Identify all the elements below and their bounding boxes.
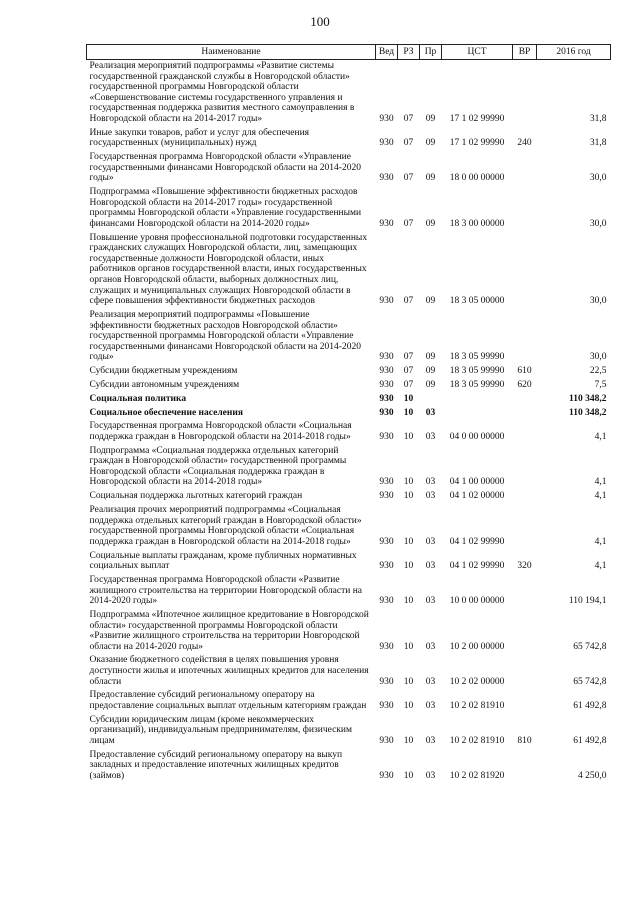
row-ved: 930	[379, 138, 394, 149]
row-rz: 10	[403, 770, 414, 781]
row-amount: 22,5	[589, 366, 607, 377]
row-name: Подпрограмма «Ипотечное жилищное кредитование в Новгородской области» государственной программы Новгородской области «Развитие жилищного строительства на территории Новгородской области на 2014-2020 годы»	[89, 609, 369, 652]
row-name: Государственная программа Новгородской области «Управление государственными финансами Новгородской области на 2014-2020 годы»	[89, 152, 361, 184]
table-row	[87, 60, 611, 127]
row-vr	[513, 232, 537, 309]
table-row	[87, 151, 611, 186]
table-body	[87, 60, 611, 784]
table-row	[87, 309, 611, 365]
row-amount: 30,0	[589, 352, 607, 363]
row-rz: 10	[403, 431, 414, 442]
row-pr: 03	[425, 596, 436, 607]
row-amount: 61 492,8	[573, 736, 607, 746]
row-cst: 18 3 05 99990	[449, 379, 505, 390]
row-vr: 610	[517, 366, 532, 377]
row-amount: 4,1	[594, 491, 607, 502]
row-vr: 320	[517, 561, 532, 572]
row-vr: 240	[517, 138, 532, 149]
row-name: Социальная политика	[89, 393, 187, 404]
row-amount: 30,0	[589, 173, 607, 184]
table-row	[87, 407, 611, 421]
row-vr	[513, 309, 537, 365]
budget-table	[86, 44, 611, 784]
row-name: Иные закупки товаров, работ и услуг для обеспечения государственных (муниципальных) нужд	[89, 127, 310, 149]
row-name: Реализация мероприятий подпрограммы «Повышение эффективности бюджетных расходов Новгородской области» государственной программы Новгородской области «Управление государственными финансами Новгородской области на 2014-2020 годы»	[89, 310, 361, 363]
row-cst: 18 3 05 99990	[449, 352, 505, 363]
row-rz: 10	[403, 407, 414, 418]
row-amount: 61 492,8	[573, 701, 607, 712]
table-row	[87, 365, 611, 379]
row-rz: 07	[403, 352, 414, 363]
table-row	[87, 379, 611, 393]
row-name: Предоставление субсидий региональному оператору на выкуп закладных и предоставление ипотечных жилищных кредитов (займов)	[89, 749, 343, 781]
header-rz: РЗ	[398, 45, 420, 60]
table-row	[87, 393, 611, 407]
row-pr: 03	[425, 407, 436, 418]
row-name: Государственная программа Новгородской области «Развитие жилищного строительства на территории Новгородской области на 2014-2020 годы»	[89, 574, 362, 607]
table-row	[87, 714, 611, 749]
row-pr: 03	[425, 641, 436, 652]
row-cst: 04 0 00 00000	[449, 431, 505, 442]
row-pr: 09	[425, 138, 436, 149]
row-amount: 65 742,8	[573, 641, 607, 652]
row-pr: 03	[425, 431, 436, 442]
table-row	[87, 420, 611, 444]
row-cst: 04 1 02 00000	[449, 491, 505, 502]
row-cst: 10 2 00 00000	[449, 641, 505, 652]
row-vr: 620	[517, 379, 532, 390]
table-row	[87, 689, 611, 713]
row-rz: 10	[403, 596, 414, 607]
row-amount: 30,0	[589, 218, 607, 229]
table-row	[87, 749, 611, 784]
row-ved: 930	[379, 296, 394, 307]
row-vr	[513, 574, 537, 609]
row-name: Оказание бюджетного содействия в целях повышения уровня доступности жилья и ипотечных жилищных кредитов для населения области	[89, 655, 369, 687]
row-rz: 07	[403, 218, 414, 229]
row-name: Подпрограмма «Повышение эффективности бюджетных расходов Новгородской области на 2014-2017 годы» государственной программы Новгородской области «Управление государственными финансами Новгородской области на 2014-2020 годы»	[89, 187, 362, 229]
row-ved: 930	[379, 173, 394, 184]
row-cst: 10 2 02 81910	[449, 701, 505, 712]
row-amount: 30,0	[589, 296, 607, 307]
row-pr: 09	[425, 173, 436, 184]
row-vr	[513, 504, 537, 550]
row-pr: 03	[425, 477, 436, 488]
row-cst: 10 2 02 81920	[449, 770, 505, 781]
row-name: Повышение уровня профессиональной подготовки государственных гражданских служащих Новгородской области, лиц, замещающих государственные должности Новгородской области, иных работников органов государственной власти, иных государственных органов Новгородской области, выборных должностных лиц, служащих и муниципальных служащих Новгородской области в сфере повышения эффективности бюджетных расходов	[89, 232, 368, 307]
row-cst: 18 3 05 99990	[449, 366, 505, 377]
row-rz: 07	[403, 296, 414, 307]
row-pr: 03	[425, 676, 436, 687]
row-amount: 110 348,2	[569, 393, 607, 404]
row-rz: 10	[403, 561, 414, 572]
table-row	[87, 186, 611, 232]
table-row	[87, 609, 611, 655]
table-row	[87, 504, 611, 550]
row-name: Подпрограмма «Социальная поддержка отдельных категорий граждан в Новгородской области» государственной программы Новгородской области «Социальная поддержка граждан в Новгородской области на 2014-2018 годы»	[89, 445, 347, 488]
row-ved: 930	[379, 491, 394, 502]
row-pr: 09	[425, 366, 436, 377]
row-name: Субсидии юридическим лицам (кроме некоммерческих организаций), индивидуальным предпринимателям, физическим лицам	[89, 714, 352, 746]
row-vr	[513, 445, 537, 491]
row-pr: 09	[425, 379, 436, 390]
row-ved: 930	[379, 770, 394, 781]
row-pr: 03	[425, 491, 436, 502]
row-name: Предоставление субсидий региональному оператору на предоставление социальных выплат отдельным категориям граждан	[89, 690, 367, 712]
row-vr: 810	[517, 736, 532, 746]
row-cst	[442, 393, 513, 407]
row-ved: 930	[379, 407, 394, 418]
row-rz: 07	[403, 138, 414, 149]
header-vr: ВР	[513, 45, 537, 60]
row-ved: 930	[379, 218, 394, 229]
header-pr: Пр	[420, 45, 442, 60]
row-vr	[513, 60, 537, 127]
row-name: Социальная поддержка льготных категорий граждан	[89, 491, 303, 502]
row-cst: 17 1 02 99990	[449, 138, 505, 149]
row-cst: 17 1 02 99990	[449, 113, 505, 124]
row-name: Реализация прочих мероприятий подпрограммы «Социальная поддержка отдельных категорий граждан в Новгородской области» государственной программы Новгородской области «Социальная поддержка граждан в Новгородской области на 2014-2018 годы»	[89, 505, 362, 547]
row-cst: 18 3 05 00000	[449, 296, 505, 307]
row-amount: 4,1	[594, 477, 607, 488]
row-ved: 930	[379, 113, 394, 124]
row-pr: 03	[425, 736, 436, 746]
row-name: Субсидии автономным учреждениям	[89, 379, 240, 390]
row-amount: 110 348,2	[569, 407, 607, 418]
header-ved: Вед	[376, 45, 398, 60]
table-row	[87, 232, 611, 309]
row-cst: 04 1 02 99990	[449, 561, 505, 572]
row-pr	[420, 393, 442, 407]
row-rz: 10	[403, 701, 414, 712]
row-vr	[513, 407, 537, 421]
row-ved: 930	[379, 431, 394, 442]
row-pr: 09	[425, 296, 436, 307]
row-amount: 65 742,8	[573, 676, 607, 687]
row-cst: 10 2 02 00000	[449, 676, 505, 687]
row-ved: 930	[379, 366, 394, 377]
table-row	[87, 490, 611, 504]
page-number: 100	[310, 14, 330, 29]
row-amount: 4,1	[594, 536, 607, 547]
row-vr	[513, 151, 537, 186]
table-row	[87, 445, 611, 491]
header-year: 2016 год	[537, 45, 611, 60]
row-vr	[513, 186, 537, 232]
row-cst: 04 1 02 99990	[449, 536, 505, 547]
row-ved: 930	[379, 701, 394, 712]
row-rz: 10	[403, 491, 414, 502]
row-ved: 930	[379, 477, 394, 488]
row-rz: 10	[403, 393, 414, 404]
row-pr: 03	[425, 770, 436, 781]
row-cst: 04 1 00 00000	[449, 477, 505, 488]
row-cst: 10 0 00 00000	[449, 596, 505, 607]
row-vr	[513, 654, 537, 689]
table-row	[87, 550, 611, 574]
row-amount: 7,5	[594, 379, 607, 390]
row-ved: 930	[379, 536, 394, 547]
row-amount: 110 194,1	[568, 596, 607, 607]
header-name: Наименование	[87, 45, 376, 60]
row-cst: 18 3 00 00000	[449, 218, 505, 229]
row-ved: 930	[379, 379, 394, 390]
row-ved: 930	[379, 641, 394, 652]
row-vr	[513, 393, 537, 407]
row-cst	[442, 407, 513, 421]
row-name: Социальные выплаты гражданам, кроме публичных нормативных социальных выплат	[89, 550, 357, 572]
row-name: Социальное обеспечение населения	[89, 407, 243, 418]
row-amount: 31,8	[589, 138, 607, 149]
row-rz: 07	[403, 173, 414, 184]
row-ved: 930	[379, 736, 394, 746]
row-rz: 10	[403, 477, 414, 488]
row-rz: 10	[403, 641, 414, 652]
row-pr: 09	[425, 113, 436, 124]
row-amount: 4,1	[594, 431, 607, 442]
row-rz: 07	[403, 379, 414, 390]
row-vr	[513, 689, 537, 713]
row-ved: 930	[379, 596, 394, 607]
row-amount: 4 250,0	[578, 770, 607, 781]
row-vr	[513, 420, 537, 444]
row-amount: 31,8	[589, 113, 607, 124]
row-vr	[513, 490, 537, 504]
header-cst: ЦСТ	[442, 45, 513, 60]
row-name: Реализация мероприятий подпрограммы «Развитие системы государственной гражданской службы в Новгородской области» государственной программы Новгородской области «Совершенствование системы государственного управления и государственная поддержка развития местного самоуправления в Новгородской области на 2014-2017 годы»	[89, 61, 355, 124]
row-vr	[513, 609, 537, 655]
table-row	[87, 654, 611, 689]
row-cst: 10 2 02 81910	[449, 736, 505, 746]
row-rz: 10	[403, 536, 414, 547]
row-pr: 03	[425, 536, 436, 547]
row-ved: 930	[379, 561, 394, 572]
row-rz: 07	[403, 366, 414, 377]
row-rz: 10	[403, 736, 414, 746]
row-ved: 930	[379, 393, 394, 404]
row-ved: 930	[379, 676, 394, 687]
row-ved: 930	[379, 352, 394, 363]
row-name: Субсидии бюджетным учреждениям	[89, 366, 238, 377]
table-row	[87, 574, 611, 609]
row-pr: 09	[425, 352, 436, 363]
table-row	[87, 127, 611, 151]
row-pr: 03	[425, 561, 436, 572]
row-amount: 4,1	[594, 561, 607, 572]
row-pr: 09	[425, 218, 436, 229]
table-header-row	[87, 45, 611, 60]
row-vr	[513, 749, 537, 784]
row-cst: 18 0 00 00000	[449, 173, 505, 184]
row-rz: 10	[403, 676, 414, 687]
row-name: Государственная программа Новгородской области «Социальная поддержка граждан в Новгородской области на 2014-2018 годы»	[89, 421, 352, 442]
row-rz: 07	[403, 113, 414, 124]
row-pr: 03	[425, 701, 436, 712]
